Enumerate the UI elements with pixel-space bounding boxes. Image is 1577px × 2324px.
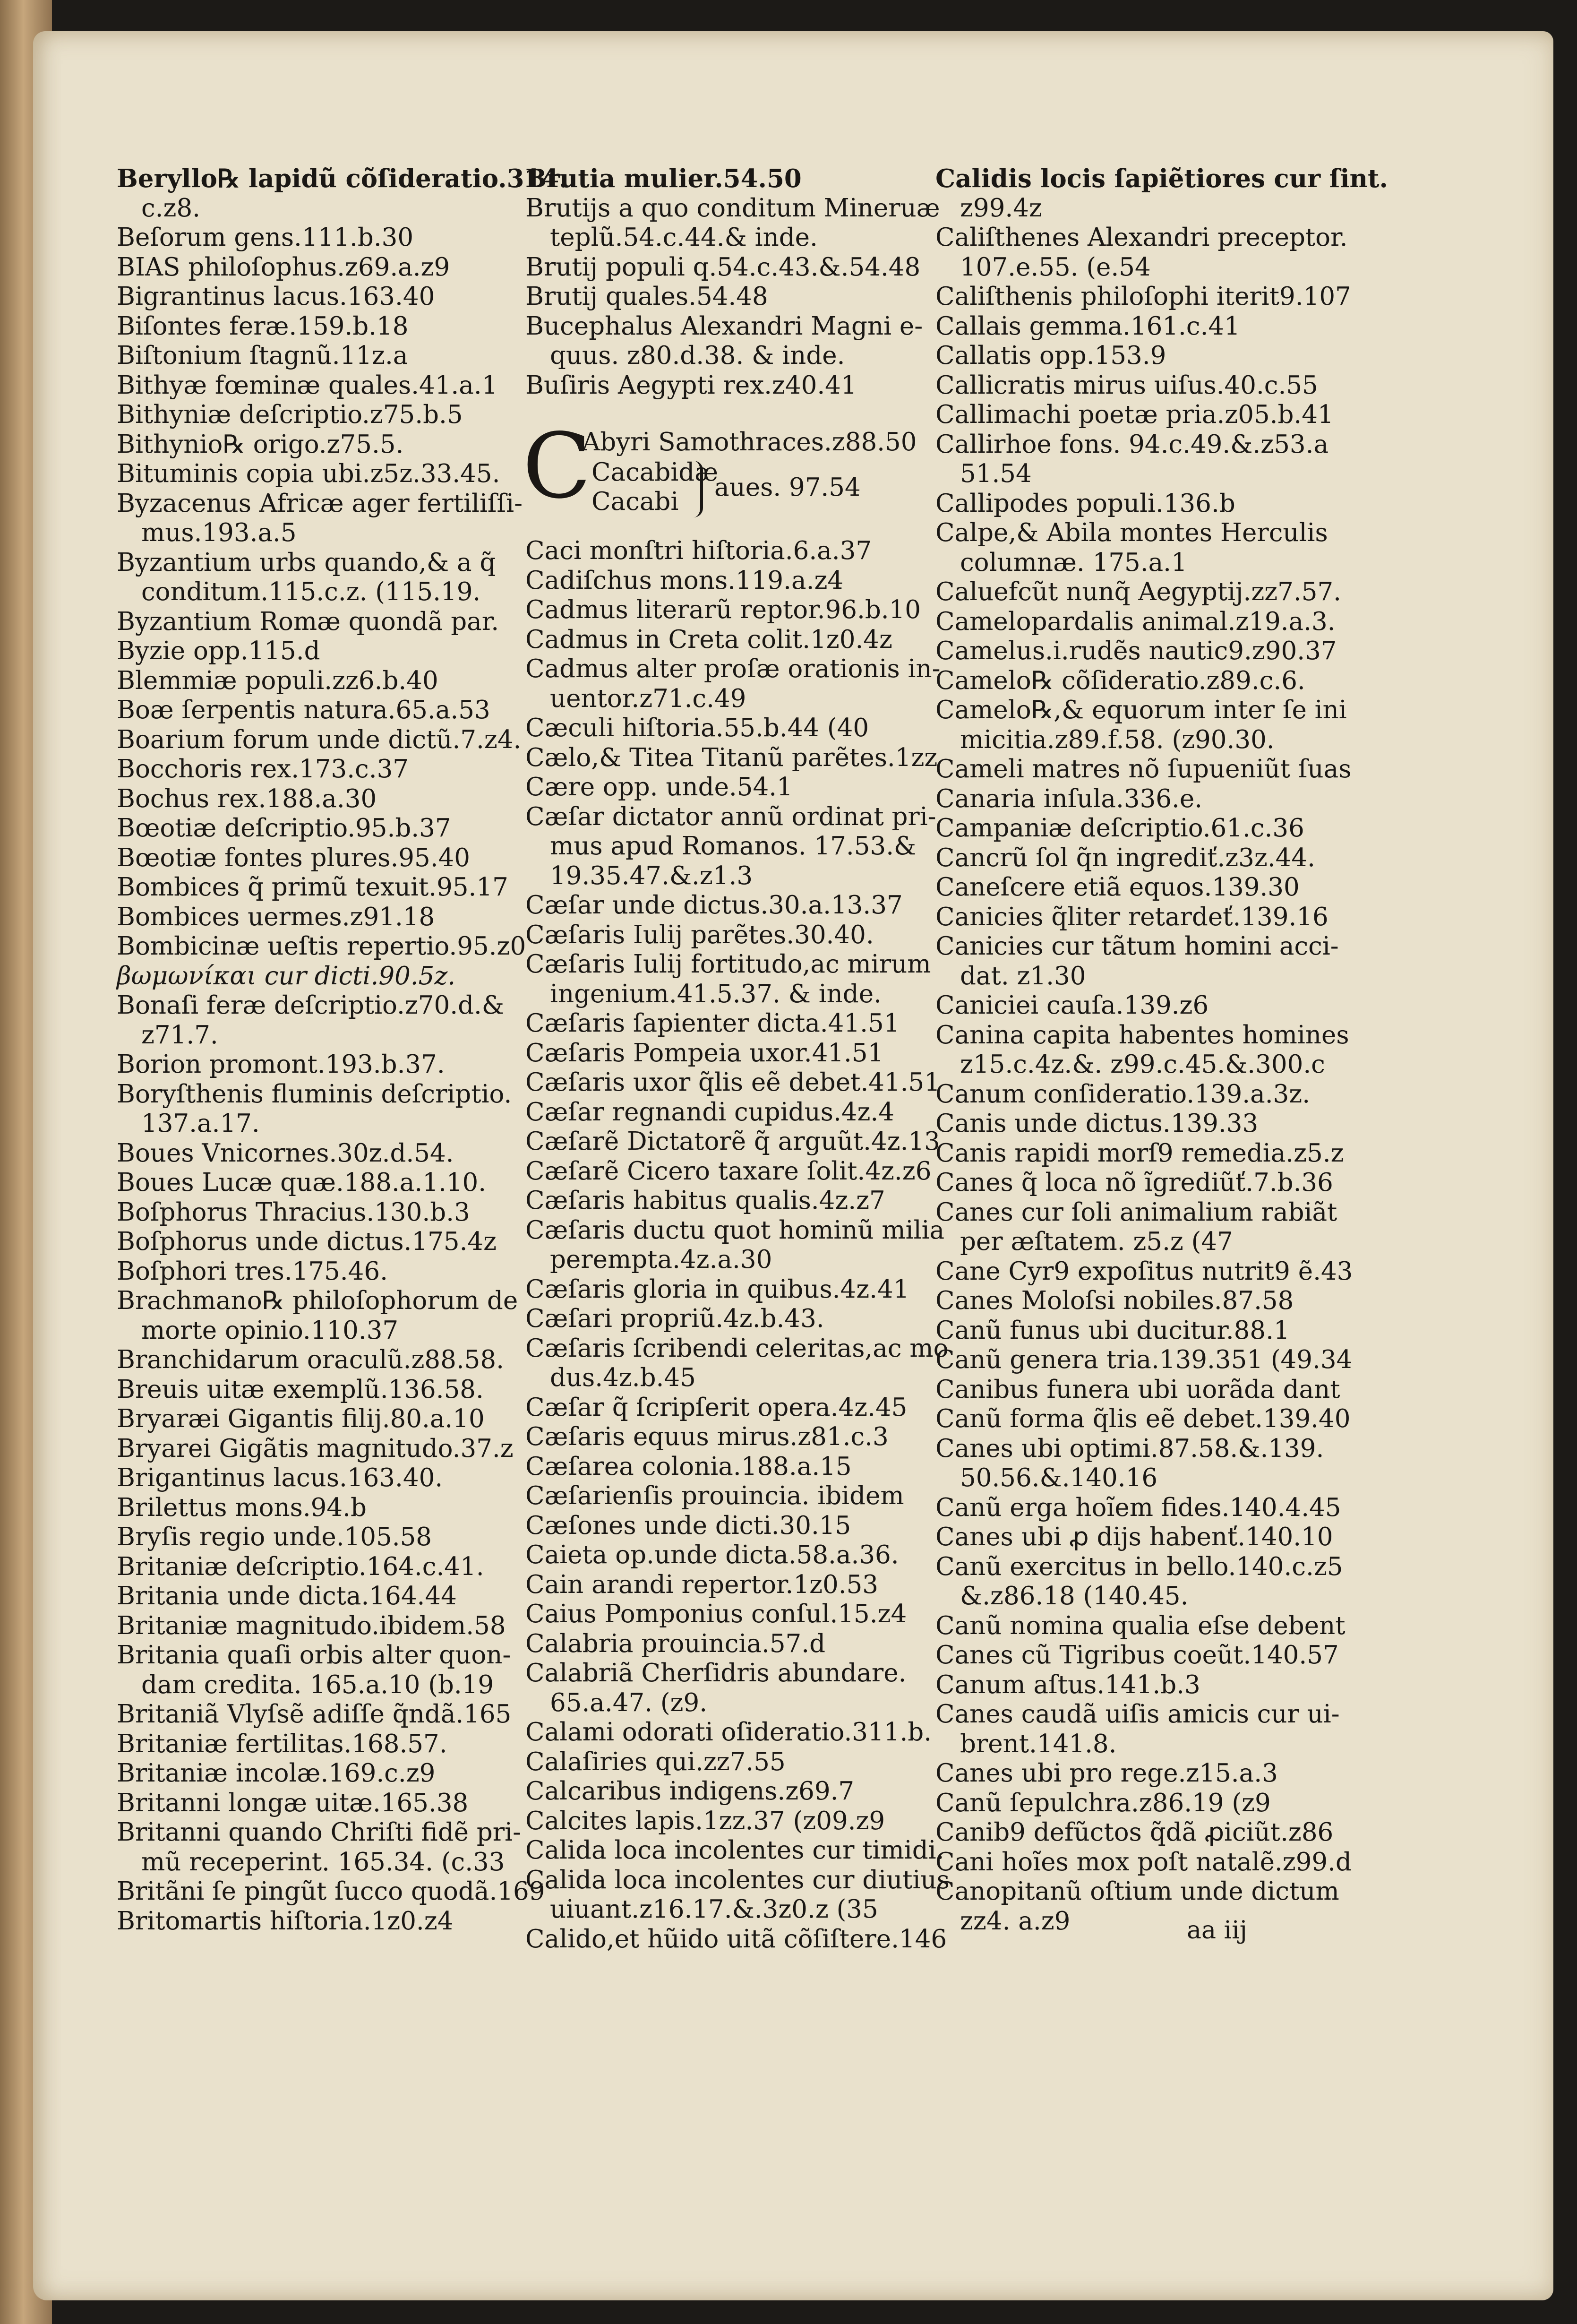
index-entry: Canũ forma q̃lis eẽ debet.139.40 [935,1404,1351,1433]
index-entry: Bryſis regio unde.105.58 [117,1523,432,1551]
index-entry-continuation: 65.a.47. (z9. [550,1688,708,1717]
index-entry-continuation: quus. z80.d.38. & inde. [550,341,845,370]
index-entry: Beſorum gens.111.b.30 [117,223,414,252]
index-entry: Cæſaris habitus qualis.4z.z7 [525,1186,885,1215]
index-entry: Britãni ſe pingũt ſucco quodã.169 [117,1877,545,1906]
index-entry: Boæ ſerpentis natura.65.a.53 [117,696,490,724]
index-entry: Cacabidæ [591,458,719,487]
index-entry: Cæſar regnandi cupidus.4z.4 [525,1097,894,1127]
index-entry: Brachmano℞ philoſophorum de [117,1286,518,1315]
section-initial-c-block [523,414,932,536]
index-entry: Cæſaris ſcribendi celeritas,ac mo [525,1334,949,1363]
index-entry: Callicratis mirus uiſus.40.c.55 [935,370,1318,400]
index-entry: Cæſarienſis prouincia. ibidem [525,1481,904,1510]
index-entry-continuation: c.z8. [141,193,201,223]
index-entry-continuation: mus.193.a.5 [141,518,297,547]
index-entry: Canopitanũ oſtium unde dictum [935,1877,1339,1906]
index-entry: Canes ubi ꝓ dijs habenť.140.10 [935,1523,1333,1551]
index-entry: Campaniæ deſcriptio.61.c.36 [935,814,1304,843]
index-entry: Cæſar unde dictus.30.a.13.37 [525,891,903,920]
index-entry: Caniciei cauſa.139.z6 [935,991,1209,1020]
index-entry: Bochus rex.188.a.30 [117,784,377,813]
index-entry: Calpe,& Abila montes Herculis [935,518,1328,547]
index-entry: Canicies cur tãtum homini acci- [935,932,1339,961]
index-entry-continuation: dam credita. 165.a.10 (b.19 [141,1670,494,1699]
index-entry: Biſontes feræ.159.b.18 [117,311,409,341]
index-entry: BIAS philoſophus.z69.a.z9 [117,252,450,282]
index-entry: Boarium forum unde dictũ.7.z4. [117,725,522,754]
index-entry: Cæſarea colonia.188.a.15 [525,1452,852,1481]
index-entry: Britaniã Vlyſsẽ adiſſe q̃ndã.165 [117,1700,512,1729]
index-entry: βωμωνίκαι cur dicti.90.5z. [117,961,456,990]
index-entry: Buſiris Aegypti rex.z40.41 [525,370,857,400]
index-entry: Cæſaris Iulij fortitudo,ac mirum [525,950,931,979]
index-entry: Cæſaris ductu quot hominũ milia [525,1215,945,1245]
index-entry: Britaniæ magnitudo.ibidem.58 [117,1611,506,1640]
index-entry: Brutia mulier.54.50 [525,164,802,193]
index-entry: Camelus.i.rudẽs nautic9.z90.37 [935,637,1337,665]
index-entry: Canis rapidi morſ9 remedia.z5.z [935,1138,1344,1168]
index-entry: Cælo,& Titea Titanũ parẽtes.1zz [525,743,938,772]
index-entry-continuation: 107.e.55. (e.54 [960,252,1151,282]
index-entry: Canũ ſepulchra.z86.19 (z9 [935,1788,1271,1817]
index-entry: Brutij populi q.54.c.43.&.54.48 [525,252,921,282]
index-entry: Cadmus in Creta colit.1z0.4z [525,625,892,654]
index-entry: Bituminis copia ubi.z5z.33.45. [117,459,500,488]
index-entry: Boſphori tres.175.46. [117,1257,388,1286]
index-entry: Cani hoĩes mox poſt natalẽ.z99.d [935,1847,1352,1876]
index-entry: Canes ubi optimi.87.58.&.139. [935,1434,1324,1463]
index-entry: Canib9 defũctos q̃dã ꝓiciũt.z86 [935,1818,1334,1847]
index-entry: Beryllo℞ lapidũ cõſideratio.314. [117,164,568,193]
index-entry: Cadmus alter proſæ orationis in- [525,654,941,683]
index-entry: Britania quaſi orbis alter quon- [117,1641,511,1670]
index-entry-continuation: conditum.115.c.z. (115.19. [141,577,481,606]
index-entry-continuation: per æſtatem. z5.z (47 [960,1227,1233,1256]
index-entry-reference: aues. 97.54 [714,473,861,502]
index-entry: Caluefcũt nunq̃ Aegyptij.zz7.57. [935,577,1342,606]
index-entry: Byzie opp.115.d [117,637,320,665]
index-entry: Byzantium urbs quando,& a q̃ [117,548,496,577]
index-entry: Camelo℞ cõſideratio.z89.c.6. [935,666,1305,695]
index-entry: Cæſaris Pompeia uxor.41.51 [525,1038,884,1067]
index-entry: Canes ubi pro rege.z15.a.3 [935,1759,1278,1788]
index-entry-continuation: 50.56.&.140.16 [960,1463,1158,1492]
index-entry: Caci monſtri hiſtoria.6.a.37 [525,536,872,565]
index-entry-continuation: teplũ.54.c.44.& inde. [550,223,818,252]
index-entry: Bithynio℞ origo.z75.5. [117,430,404,459]
index-entry: Caius Pomponius conſul.15.z4 [525,1600,907,1628]
index-entry: Calaſiries qui.zz7.55 [525,1747,786,1776]
index-entry: Canũ funus ubi ducitur.88.1 [935,1316,1290,1345]
index-entry: Bœotiæ deſcriptio.95.b.37 [117,814,451,843]
index-entry: Cæſaris equus mirus.z81.c.3 [525,1422,889,1451]
index-entry: Canes cũ Tigribus coeũt.140.57 [935,1641,1339,1670]
index-entry: Bithyæ fœminæ quales.41.a.1 [117,370,498,400]
index-entry: Calcaribus indigens.z69.7 [525,1777,855,1806]
index-entry: Calida loca incolentes cur diutius [525,1865,950,1894]
index-entry: Canum conſideratio.139.a.3z. [935,1079,1311,1109]
index-entry: Canũ erga hoĩem fides.140.4.45 [935,1493,1341,1522]
index-entry: Cancrũ ſol q̃n ingrediť.z3z.44. [935,843,1315,872]
index-entry: Cain arandi repertor.1z0.53 [525,1570,879,1599]
index-entry-continuation: 19.35.47.&.z1.3 [550,861,753,890]
index-entry: Canes Moloſsi nobiles.87.58 [935,1286,1294,1315]
index-entry-continuation: &.z86.18 (140.45. [960,1582,1189,1610]
index-entry: Britaniæ deſcriptio.164.c.41. [117,1552,484,1581]
index-entry: Canum aſtus.141.b.3 [935,1670,1200,1699]
index-entry: Canũ genera tria.139.351 (49.34 [935,1345,1353,1374]
index-entry: Bryarei Gigãtis magnitudo.37.z [117,1434,514,1463]
column-2-top-entries [525,164,940,400]
index-entry: Boſphorus Thracius.130.b.3 [117,1197,470,1227]
index-entry: Cameli matres nõ ſupueniũt ſuas [935,755,1352,783]
index-entry: Bryaræi Gigantis filij.80.a.10 [117,1404,485,1433]
index-entry: Bocchoris rex.173.c.37 [117,755,409,783]
index-entry: Bombicinæ ueſtis repertio.95.z0 [117,932,526,961]
index-entry-continuation: dat. z1.30 [960,961,1086,990]
index-entry-continuation: zz4. a.z9 [960,1906,1071,1936]
decorated-initial-c: C [523,414,591,518]
index-entry: Callatis opp.153.9 [935,341,1166,370]
index-entry-continuation: columnæ. 175.a.1 [960,548,1187,577]
index-entry: Bombices uermes.z91.18 [117,902,435,931]
index-entry: Callirhoe fons. 94.c.49.&.z53.a [935,430,1329,459]
index-entry: Brilettus mons.94.b [117,1493,367,1522]
index-entry-continuation: morte opinio.110.37 [141,1316,399,1345]
index-entry: Bonaſi feræ deſcriptio.z70.d.& [117,991,505,1020]
column-2-entries [525,536,950,1954]
index-entry: Canes caudã uiſis amicis cur ui- [935,1700,1340,1729]
index-entry: Brutijs a quo conditum Mineruæ [525,193,940,223]
index-entry: Borion promont.193.b.37. [117,1050,445,1079]
index-entry-continuation: perempta.4z.a.30 [550,1245,772,1274]
index-entry: Cæſones unde dicti.30.15 [525,1511,851,1540]
index-entry-continuation: micitia.z89.f.58. (z90.30. [960,725,1275,754]
grouping-brace [692,461,703,517]
index-entry: Abyri Samothraces.z88.50 [582,428,917,456]
index-entry: Calcites lapis.1zz.37 (z09.z9 [525,1806,885,1835]
index-entry-continuation: uentor.z71.c.49 [550,684,746,713]
index-entry-continuation: dus.4z.b.45 [550,1363,696,1392]
index-entry: Cæculi hiſtoria.55.b.44 (40 [525,714,869,742]
index-entry: Bithyniæ deſcriptio.z75.b.5 [117,400,463,429]
index-entry: Britanni quando Chriſti fidẽ pri- [117,1818,521,1847]
index-entry: Cæſar q̃ ſcripſerit opera.4z.45 [525,1393,908,1422]
index-entry: Byzacenus Africæ ager fertiliſſi- [117,489,523,518]
index-entry: Cæſarẽ Dictatorẽ q̃ arguũt.4z.13 [525,1127,940,1156]
index-entry: Canis unde dictus.139.33 [935,1109,1259,1138]
index-entry: Bucephalus Alexandri Magni e- [525,311,923,341]
index-entry: Canina capita habentes homines [935,1020,1349,1050]
index-entry: Bœotiæ fontes plures.95.40 [117,843,471,872]
index-entry: Brutij quales.54.48 [525,282,768,311]
index-entry: Cadiſchus mons.119.a.z4 [525,566,844,595]
index-entry: Britaniæ fertilitas.168.57. [117,1729,447,1758]
index-entry: Canibus funera ubi uorãda dant [935,1375,1340,1404]
index-entry: Caneſcere etiã equos.139.30 [935,873,1300,902]
index-entry: Boryſthenis fluminis deſcriptio. [117,1079,512,1109]
index-entry-continuation: uiuant.z16.17.&.3z0.z (35 [550,1895,878,1924]
index-entry: Canũ exercitus in bello.140.c.z5 [935,1552,1343,1581]
index-entry: Camelopardalis animal.z19.a.3. [935,607,1336,636]
index-entry: Cæſaris gloria in quibus.4z.41 [525,1274,909,1304]
index-entry: Calabria prouincia.57.d [525,1629,826,1658]
index-entry-continuation: z71.7. [141,1020,218,1050]
index-entry-continuation: mũ receperint. 165.34. (c.33 [141,1847,505,1876]
index-entry: Canes cur ſoli animalium rabiãt [935,1197,1337,1227]
index-entry: Cæſarẽ Cicero taxare ſolit.4z.z6 [525,1156,932,1186]
index-entry: Bombices q̃ primũ texuit.95.17 [117,873,508,902]
index-entry: Cacabi [591,487,679,516]
index-entry: Blemmiæ populi.zz6.b.40 [117,666,438,695]
index-entry: Caliſthenes Alexandri preceptor. [935,223,1348,252]
index-entry: Canũ nomina qualia eſse debent [935,1611,1346,1640]
index-entry-continuation: 51.54 [960,459,1032,488]
index-entry: Callimachi poetæ pria.z05.b.41 [935,400,1334,429]
index-entry: Britomartis hiſtoria.1z0.z4 [117,1906,454,1936]
page-signature-mark: aa iij [1187,1916,1247,1945]
index-entry: Cæſar dictator annũ ordinat pri- [525,802,936,831]
index-entry-continuation: brent.141.8. [960,1729,1117,1758]
index-entry: Breuis uitæ exemplũ.136.58. [117,1375,484,1404]
index-entry: Calami odorati oſideratio.311.b. [525,1718,932,1747]
index-entry: Boues Lucæ quæ.188.a.1.10. [117,1168,487,1197]
index-entry: Cære opp. unde.54.1 [525,773,793,801]
index-entry: Calida loca incolentes cur timidi. [525,1836,944,1865]
index-entry: Cæſaris ſapienter dicta.41.51 [525,1009,900,1038]
index-entry-continuation: z15.c.4z.&. z99.c.45.&.300.c [960,1050,1325,1079]
index-entry: Britania unde dicta.164.44 [117,1582,457,1610]
index-entry: Canaria inſula.336.e. [935,784,1203,813]
index-entry: Britaniæ incolæ.169.c.z9 [117,1759,436,1788]
index-column-1 [117,164,568,1936]
index-entry: Callipodes populi.136.b [935,489,1235,518]
index-column-3 [935,164,1388,1936]
index-entry: Byzantium Romæ quondã par. [117,607,499,636]
index-entry: Calidis locis ſapiẽtiores cur ſint. [935,164,1388,193]
index-entry: Calabriã Cherſidris abundare. [525,1659,907,1687]
index-entry: Bigrantinus lacus.163.40 [117,282,435,311]
index-entry: Biſtonium ſtagnũ.11z.a [117,341,408,370]
index-entry: Boſphorus unde dictus.175.4z [117,1227,497,1256]
index-entry: Cæſari propriũ.4z.b.43. [525,1304,824,1333]
index-entry: Britanni longæ uitæ.165.38 [117,1788,469,1817]
index-entry-continuation: ingenium.41.5.37. & inde. [550,979,882,1008]
index-entry: Calido,et hũido uitã cõſiſtere.146 [525,1924,947,1954]
index-entry: Cæſaris Iulij parẽtes.30.40. [525,920,874,949]
index-entry: Caliſthenis philoſophi iterit9.107 [935,282,1351,311]
index-entry-continuation: z99.4z [960,193,1042,223]
index-entry: Branchidarum oraculũ.z88.58. [117,1345,504,1374]
index-entry: Caieta op.unde dicta.58.a.36. [525,1541,899,1569]
index-entry-continuation: 137.a.17. [141,1109,260,1138]
index-entry: Brigantinus lacus.163.40. [117,1463,443,1492]
index-entry: Canicies q̃liter retardeť.139.16 [935,902,1328,931]
index-entry: Boues Vnicornes.30z.d.54. [117,1138,454,1168]
index-entry: Cane Cyr9 expoſitus nutrit9 ẽ.43 [935,1257,1353,1286]
index-entry: Cadmus literarũ reptor.96.b.10 [525,595,921,624]
index-entry: Camelo℞,& equorum inter ſe ini [935,696,1347,724]
index-entry: Callais gemma.161.c.41 [935,311,1240,341]
index-entry: Cæſaris uxor q̃lis eẽ debet.41.51 [525,1068,940,1097]
index-entry: Canes q̃ loca nõ ĩgrediũť.7.b.36 [935,1168,1333,1197]
index-entry-continuation: mus apud Romanos. 17.53.& [550,832,917,861]
index-column-2 [523,164,950,1954]
